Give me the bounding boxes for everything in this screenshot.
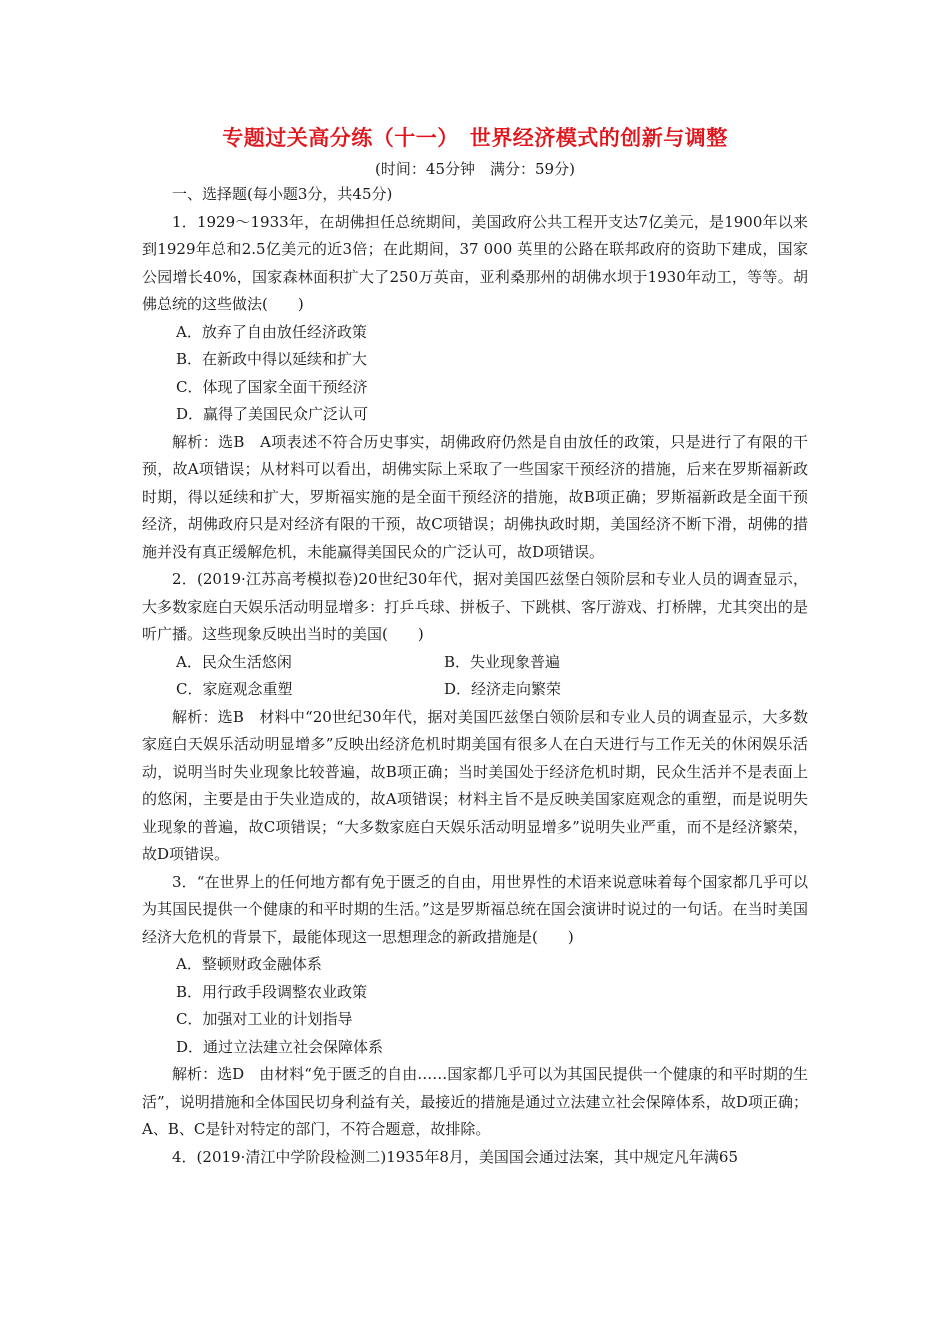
option-d: D．通过立法建立社会保障体系: [176, 1037, 384, 1056]
option-row: [142, 676, 808, 704]
analysis-2: 解析：选B 材料中“20世纪30年代，据对美国匹兹堡白领阶层和专业人员的调查显示，大多数家庭白天娱乐活动明显增多”反映出经济危机时期美国有很多人在白天进行与工作无关的休闲娱乐活动，说明当时失业现象比较普遍，故B项正确；当时美国处于经济危机时期，民众生活并不是表面上的悠闲，主要是由于失业造成的，故A项错误；材料主旨不是反映美国家庭观念的重塑，而是说明失业现象的普遍，故C项错误；“大多数家庭白天娱乐活动明显增多”说明失业严重，而不是经济繁荣，故D项错误。: [142, 707, 808, 863]
analysis-3: 解析：选D 由材料“免于匮乏的自由……国家都几乎可以为其国民提供一个健康的和平时期的生活”，说明措施和全体国民切身利益有关，最接近的措施是通过立法建立社会保障体系，故D项正确；A、B、C是针对特定的部门，不符合题意，故排除。: [142, 1065, 808, 1138]
page-title: 专题过关高分练（十一） 世界经济模式的创新与调整: [222, 126, 728, 150]
question-list: [142, 181, 808, 1171]
option-b: B．用行政手段调整农业政策: [176, 982, 368, 1001]
question-stem-4: 4．(2019·清江中学阶段检测二)1935年8月，美国国会通过法案，其中规定凡年满65: [172, 1147, 738, 1166]
option-c: C．体现了国家全面干预经济: [176, 377, 368, 396]
option-c: C．家庭观念重塑: [176, 680, 293, 698]
option-a: A．放弃了自由放任经济政策: [176, 322, 367, 341]
question-stem-2: 2．(2019·江苏高考模拟卷)20世纪30年代，据对美国匹兹堡白领阶层和专业人员的调查显示，大多数家庭白天娱乐活动明显增多：打乒乓球、拼板子、下跳棋、客厅游戏、打桥牌，尤其突出的是听广播。这些现象反映出当时的美国( ): [142, 570, 808, 643]
option-a: A．整顿财政金融体系: [176, 955, 322, 973]
option-d: D．经济走向繁荣: [444, 680, 562, 698]
exam-info: (时间：45分钟 满分：59分): [375, 160, 575, 178]
option-d: D．赢得了美国民众广泛认可: [176, 405, 369, 423]
option-a: A．民众生活悠闲: [176, 652, 292, 671]
analysis-1: 解析：选B A项表述不符合历史事实，胡佛政府仍然是自由放任的政策，只是进行了有限的干预，故A项错误；从材料可以看出，胡佛实际上采取了一些国家干预经济的措施，后来在罗斯福新政时期，得以延续和扩大，罗斯福实施的是全面干预经济的措施，故B项正确；罗斯福新政是全面干预经济，胡佛政府只是对经济有限的干预，故C项错误；胡佛执政时期，美国经济不断下滑，胡佛的措施并没有真正缓解危机，未能赢得美国民众的广泛认可，故D项错误。: [142, 432, 808, 561]
option-b: B．失业现象普遍: [444, 652, 561, 671]
option-row: [142, 649, 808, 677]
option-b: B．在新政中得以延续和扩大: [176, 350, 368, 368]
section-heading: 一、选择题(每小题3分，共45分): [172, 185, 393, 203]
question-stem-1: 1．1929～1933年，在胡佛担任总统期间，美国政府公共工程开支达7亿美元，是1900年以来到1929年总和2.5亿美元的近3倍；在此期间，37 000 英里的公路在联邦政府的资助下建成，国家公园增长40%，国家森林面积扩大了250万英亩，亚利桑那州的胡佛水坝于1930年动工，等等。胡佛总统的这些做法( ): [142, 212, 808, 313]
option-c: C．加强对工业的计划指导: [176, 1010, 353, 1028]
question-stem-3: 3．“在世界上的任何地方都有免于匮乏的自由，用世界性的术语来说意味着每个国家都几乎可以为其国民提供一个健康的和平时期的生活。”这是罗斯福总统在国会演讲时说过的一句话。在当时美国经济大危机的背景下，最能体现这一思想理念的新政措施是( ): [142, 872, 808, 946]
